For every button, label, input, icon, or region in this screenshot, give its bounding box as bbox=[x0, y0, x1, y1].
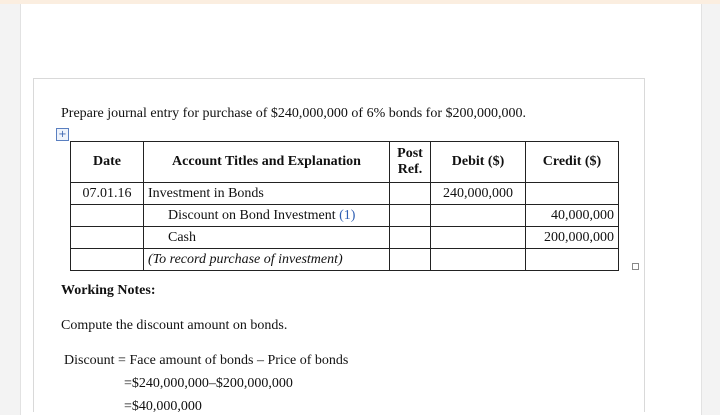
cell-ref bbox=[390, 249, 431, 271]
journal-entry-table bbox=[70, 141, 619, 271]
cell-ref bbox=[390, 227, 431, 249]
cell-credit: 40,000,000 bbox=[526, 205, 619, 227]
working-notes-instruction: Compute the discount amount on bonds. bbox=[61, 318, 288, 333]
cell-debit bbox=[431, 249, 526, 271]
table-row bbox=[71, 183, 619, 205]
formula-step-2: =$40,000,000 bbox=[124, 399, 202, 414]
table-row bbox=[71, 227, 619, 249]
table-move-handle-icon[interactable]: + bbox=[56, 128, 69, 141]
table-row bbox=[71, 249, 619, 271]
working-note-reference: (1) bbox=[339, 207, 356, 223]
cell-debit bbox=[431, 227, 526, 249]
cell-account: Cash bbox=[144, 227, 390, 249]
table-row bbox=[71, 205, 619, 227]
header-account: Account Titles and Explanation bbox=[144, 142, 390, 183]
cell-account bbox=[144, 205, 390, 227]
cell-debit bbox=[431, 205, 526, 227]
cell-ref bbox=[390, 205, 431, 227]
cell-narration: (To record purchase of investment) bbox=[144, 249, 390, 271]
formula-step-1: =$240,000,000–$200,000,000 bbox=[124, 376, 293, 391]
cell-account: Investment in Bonds bbox=[144, 183, 390, 205]
table-resize-handle-icon[interactable] bbox=[632, 263, 639, 270]
header-date: Date bbox=[71, 142, 144, 183]
account-name: Discount on Bond Investment bbox=[168, 207, 340, 223]
discount-formula: Discount = Face amount of bonds – Price of bonds bbox=[64, 353, 349, 368]
cell-debit: 240,000,000 bbox=[431, 183, 526, 205]
cell-credit bbox=[526, 183, 619, 205]
cell-credit bbox=[526, 249, 619, 271]
cell-date: 07.01.16 bbox=[71, 183, 144, 205]
header-debit: Debit ($) bbox=[431, 142, 526, 183]
cell-date bbox=[71, 249, 144, 271]
working-notes-heading: Working Notes: bbox=[61, 283, 156, 298]
cell-ref bbox=[390, 183, 431, 205]
cell-credit: 200,000,000 bbox=[526, 227, 619, 249]
header-post-ref: Post Ref. bbox=[390, 142, 431, 183]
header-credit: Credit ($) bbox=[526, 142, 619, 183]
intro-text: Prepare journal entry for purchase of $240,000,000 of 6% bonds for $200,000,000. bbox=[61, 106, 527, 121]
cell-date bbox=[71, 227, 144, 249]
cell-date bbox=[71, 205, 144, 227]
table-header-row bbox=[71, 142, 619, 183]
